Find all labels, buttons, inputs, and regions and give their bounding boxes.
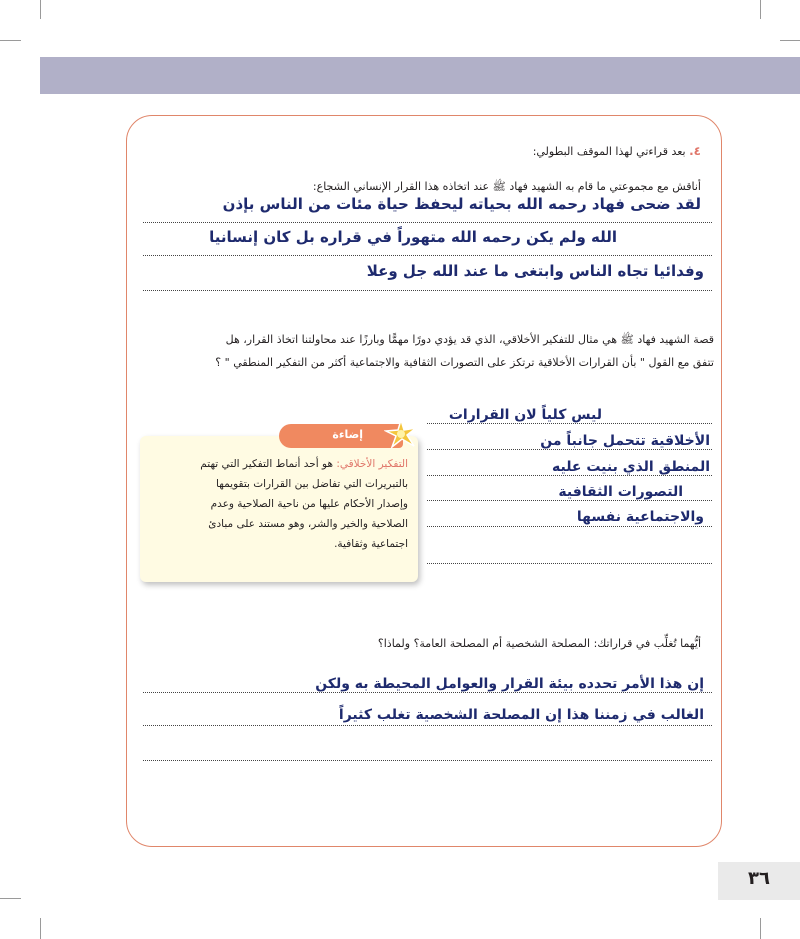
- answer-line: الأخلاقية تتحمل جانباً من: [540, 433, 710, 449]
- page-number-box: [718, 862, 800, 900]
- crop-mark: [760, 918, 761, 939]
- note-text: هو أحد أنماط التفكير التي تهتم: [200, 458, 333, 470]
- answer-dotted-line: [427, 500, 712, 501]
- note-badge-label: إضاءة: [332, 428, 363, 441]
- question-title-text: بعد قراءتي لهذا الموقف البطولي:: [532, 145, 686, 158]
- note-term: التفكير الأخلاقي:: [336, 458, 408, 470]
- answer-dotted-line: [427, 563, 712, 564]
- answer-line: والاجتماعية نفسها: [576, 509, 704, 525]
- answer-line: ليس كلياً لان القرارات: [448, 407, 602, 423]
- crop-mark: [40, 0, 41, 19]
- answer-dotted-line: [427, 423, 712, 424]
- sparkle-icon: [384, 419, 418, 449]
- answer-dotted-line: [427, 449, 712, 450]
- crop-mark: [0, 898, 21, 899]
- answer-dotted-line: [143, 290, 712, 291]
- answer-line: التصورات الثقافية: [558, 484, 683, 500]
- crop-mark: [760, 0, 761, 19]
- answer-dotted-line: [143, 692, 712, 693]
- answer-dotted-line: [427, 475, 712, 476]
- answer-line: وفدائيا تجاه الناس وابتغى ما عند الله جل وعلا: [366, 262, 704, 280]
- note-line: الصلاحية والخير والشر، وهو مستند على مبادئ: [208, 518, 408, 530]
- answer-line: الغالب في زمننا هذا إن المصلحة الشخصية تغلب كثيراً: [338, 707, 704, 723]
- story-question-line2: تتفق مع القول " بأن القرارات الأخلاقية ترتكز على التصورات الثقافية والاجتماعية أكثر من التفكير المنطقي " ؟: [215, 356, 714, 369]
- interest-question: أيُّهما تُغلِّب في قراراتك: المصلحة الشخصية أم المصلحة العامة؟ ولماذا؟: [377, 637, 701, 650]
- question-4-title: [533, 144, 701, 158]
- answer-dotted-line: [143, 255, 712, 256]
- page-number: ٣٦: [748, 868, 770, 889]
- crop-mark: [780, 40, 800, 41]
- answer-line: لقد ضحى فهاد رحمه الله بحياته ليحفظ حياة مئات من الناس بإذن: [222, 195, 701, 213]
- question-number: ٤.: [689, 144, 701, 158]
- note-line: اجتماعية وثقافية.: [334, 538, 408, 550]
- answer-dotted-line: [143, 222, 712, 223]
- answer-line: المنطق الذي بنيت عليه: [552, 459, 710, 475]
- note-line: بالتبريرات التي تفاضل بين القرارات بتقويمها: [216, 478, 408, 490]
- answer-dotted-line: [427, 526, 712, 527]
- question-4-instruction: أناقش مع مجموعتي ما قام به الشهيد فهاد ﷺ عند اتخاذه هذا القرار الإنساني الشجاع:: [312, 180, 701, 193]
- story-question-line1: قصة الشهيد فهاد ﷺ هي مثال للتفكير الأخلاقي، الذي قد يؤدي دورًا مهمًّا وبارزًا عند محاولتنا اتخاذ القرار، هل: [225, 333, 714, 346]
- header-band: [40, 57, 800, 94]
- crop-mark: [0, 40, 21, 41]
- answer-line: إن هذا الأمر تحدده بيئة القرار والعوامل المحيطة به ولكن: [315, 676, 704, 692]
- note-line: وإصدار الأحكام عليها من ناحية الصلاحية وعدم: [210, 498, 408, 510]
- note-line-1: [200, 454, 408, 474]
- answer-line: الله ولم يكن رحمه الله متهوراً في قراره بل كان إنسانيا: [209, 228, 617, 246]
- crop-mark: [40, 918, 41, 939]
- answer-dotted-line: [143, 760, 712, 761]
- answer-dotted-line: [143, 725, 712, 726]
